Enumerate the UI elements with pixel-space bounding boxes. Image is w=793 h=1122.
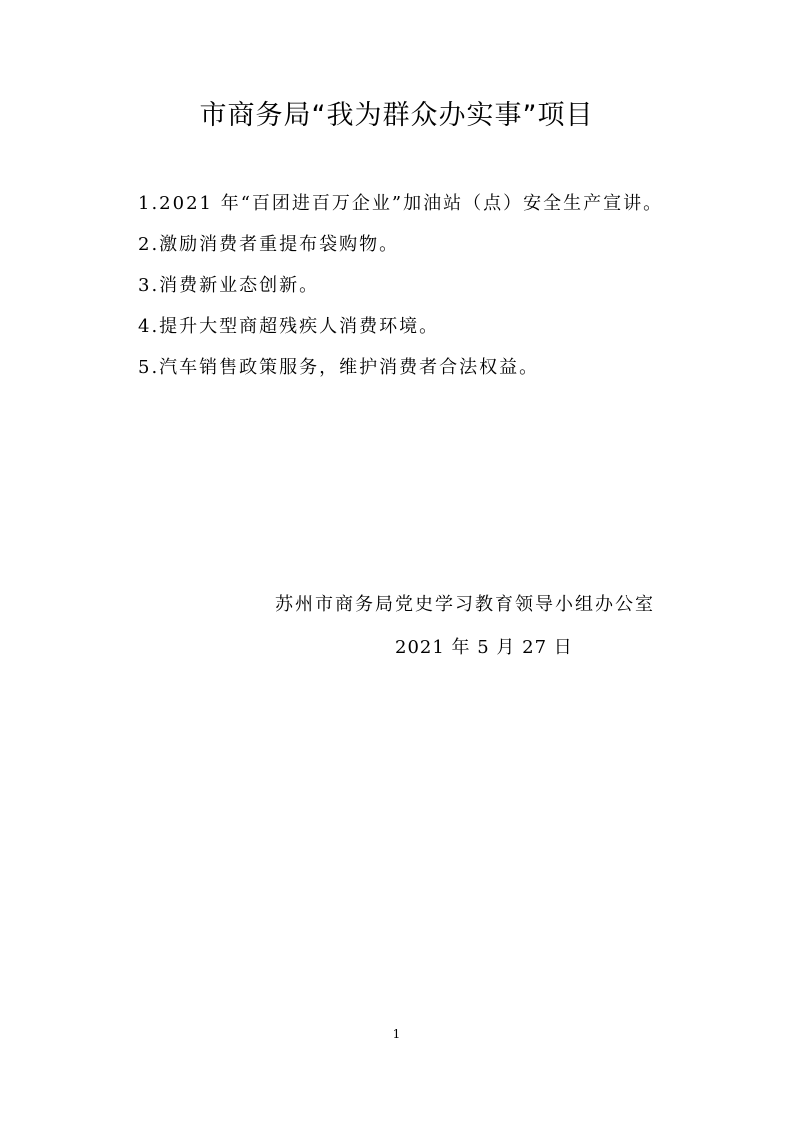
document-title: 市商务局“我为群众办实事”项目 [199,100,594,131]
project-list [138,183,663,388]
project-item: 4.提升大型商超残疾人消费环境。 [138,316,440,337]
signature-organization: 苏州市商务局党史学习教育领导小组办公室 [275,594,655,615]
project-item: 1.2021 年“百团进百万企业”加油站（点）安全生产宣讲。 [138,193,664,214]
project-item: 3.消费新业态创新。 [138,275,320,296]
project-item: 5.汽车销售政策服务，维护消费者合法权益。 [138,357,540,378]
project-item: 2.激励消费者重提布袋购物。 [138,234,400,255]
signature-date: 2021 年 5 月 27 日 [395,637,573,658]
page-number: 1 [392,1027,401,1041]
